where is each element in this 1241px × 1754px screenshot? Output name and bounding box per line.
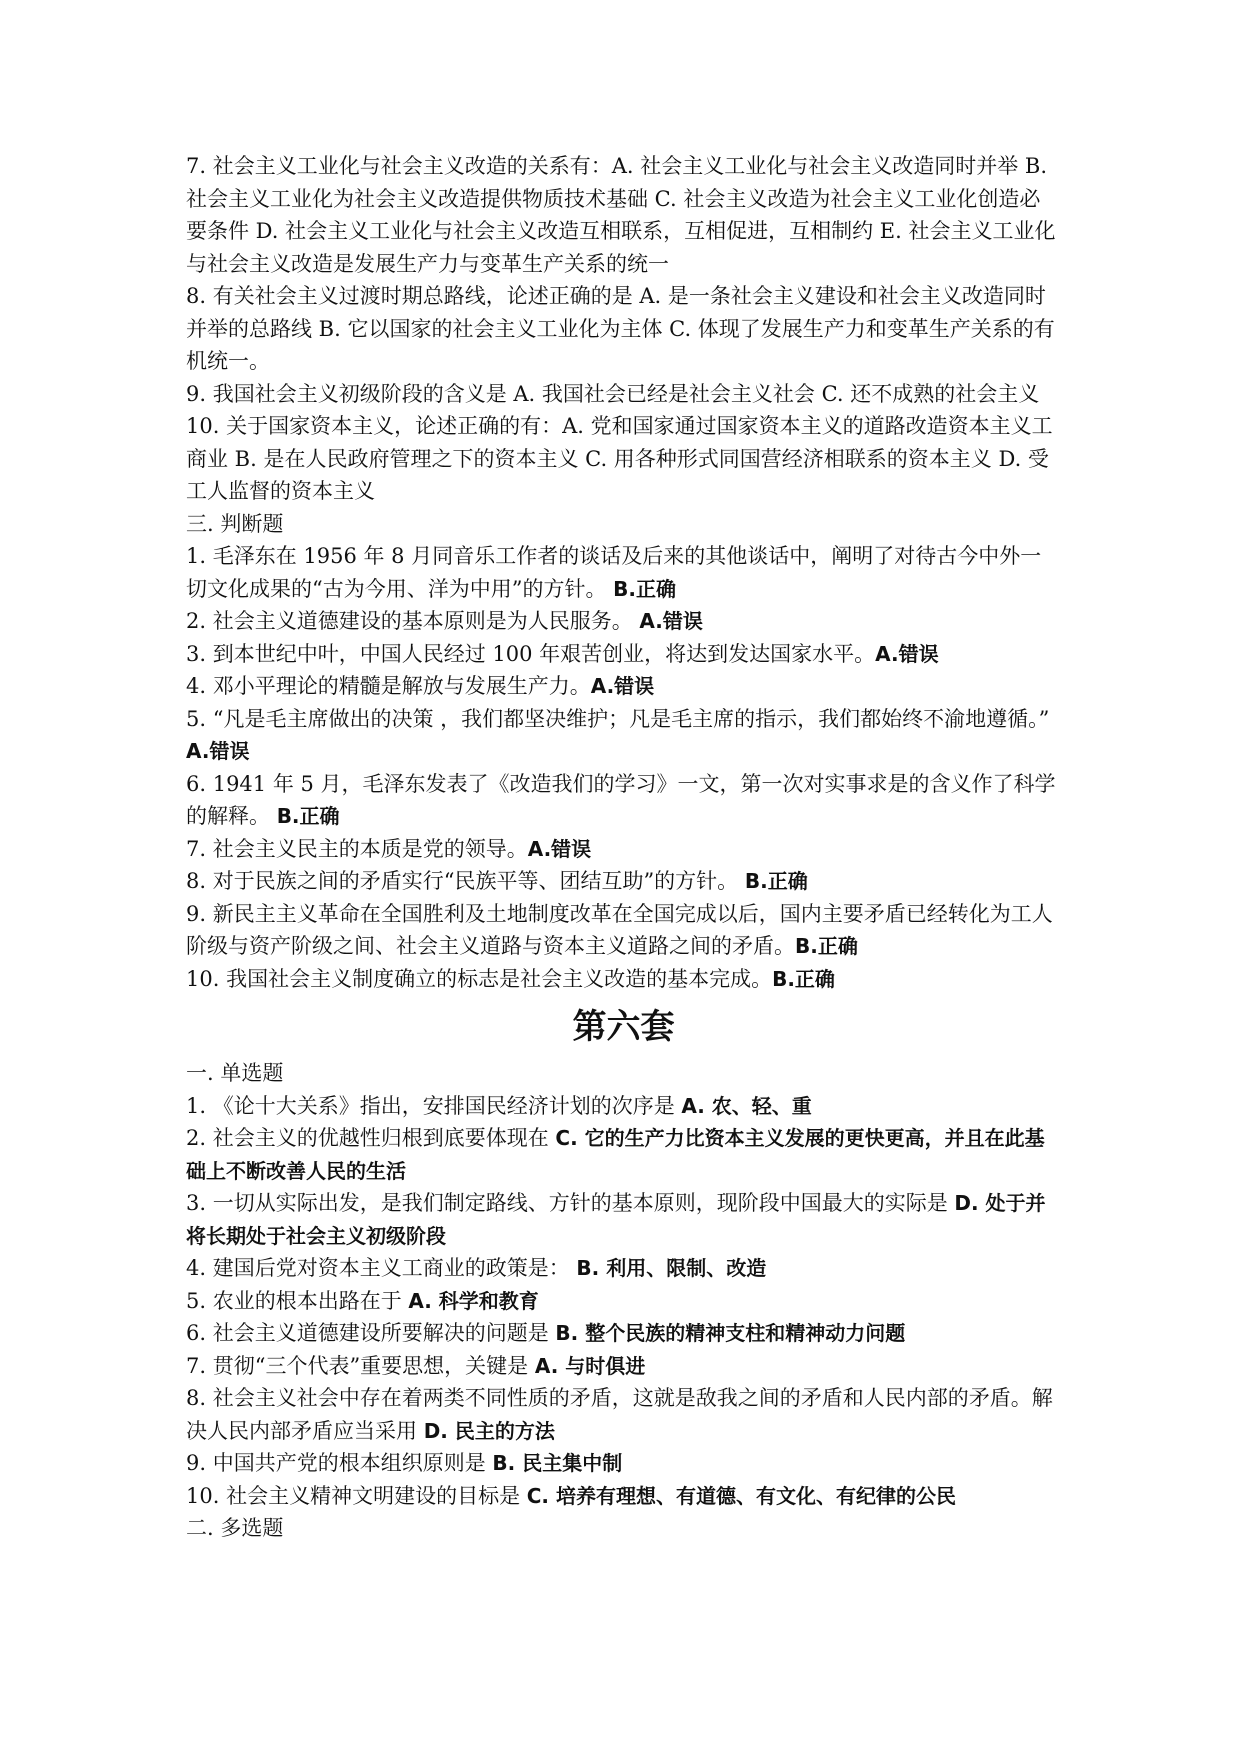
question-text: 3. 一切从实际出发，是我们制定路线、方针的基本原则，现阶段中国最大的实际是: [186, 1191, 955, 1215]
question-text: 6. 1941 年 5 月，毛泽东发表了《改造我们的学习》一文，第一次对实事求是的含义作了科学的解释。: [186, 771, 1056, 828]
section-heading-multi-choice: 二. 多选题: [186, 1516, 284, 1540]
question-text: 5. 农业的根本出路在于: [186, 1288, 409, 1313]
single-choice-item-4: [186, 1252, 1061, 1285]
section-heading-judgement: 三. 判断题: [186, 511, 284, 536]
multi-choice-item-10: 10. 关于国家资本主义，论述正确的有：A. 党和国家通过国家资本主义的道路改造资本主义工商业 B. 是在人民政府管理之下的资本主义 C. 用各种形式同国营经济相联系的资本主义 D. 受工人监督的资本主义: [186, 414, 1053, 503]
answer-text: B.正确: [744, 869, 808, 893]
question-text: 5. “凡是毛主席做出的决策 ，我们都坚决维护；凡是毛主席的指示，我们都始终不渝地遵循。”: [186, 706, 1050, 731]
answer-text: A. 科学和教育: [408, 1288, 539, 1313]
question-text: 7. 社会主义民主的本质是党的领导。: [186, 836, 528, 861]
question-text: 4. 建国后党对资本主义工商业的政策是：: [186, 1256, 577, 1280]
single-choice-item-1: [186, 1090, 1061, 1123]
answer-text: A.错误: [527, 836, 592, 861]
multi-choice-item-7: 7. 社会主义工业化与社会主义改造的关系有：A. 社会主义工业化与社会主义改造同时并举 B. 社会主义工业化为社会主义改造提供物质技术基础 C. 社会主义改造为社会主义工业化创造必要条件 D. 社会主义工业化与社会主义改造互相联系，互相促进，互相制约 E. 社会主义工业化与社会主义改造是发展生产力与变革生产关系的统一: [186, 154, 1056, 276]
question-text: 9. 新民主主义革命在全国胜利及土地制度改革在全国完成以后，国内主要矛盾已经转化为工人阶级与资产阶级之间、社会主义道路与资本主义道路之间的矛盾。: [186, 901, 1053, 958]
question-text: 8. 社会主义社会中存在着两类不同性质的矛盾，这就是敌我之间的矛盾和人民内部的矛盾。解决人民内部矛盾应当采用: [186, 1386, 1053, 1443]
answer-text: C. 培养有理想、有道德、有文化、有纪律的公民: [526, 1483, 956, 1508]
judgement-item-4: [186, 670, 1061, 703]
question-text: 4. 邓小平理论的精髓是解放与发展生产力。: [186, 674, 591, 698]
question-text: 9. 中国共产党的根本组织原则是: [186, 1451, 493, 1475]
answer-text: B.正确: [772, 966, 835, 991]
judgement-item-5: [186, 703, 1061, 768]
answer-text: B. 整个民族的精神支柱和精神动力问题: [555, 1321, 906, 1345]
question-text: 1. 毛泽东在 1956 年 8 月同音乐工作者的谈话及后来的其他谈话中，阐明了对待古今中外一切文化成果的“古为今用、洋为中用”的方针。: [186, 544, 1042, 601]
answer-text: C. 它的生产力比资本主义发展的更快更高，并且在此基础上不断改善人民的生活: [186, 1126, 1045, 1183]
section-heading-single-choice: 一. 单选题: [186, 1061, 284, 1085]
single-choice-item-3: [186, 1187, 1061, 1252]
judgement-item-8: [186, 865, 1061, 898]
question-text: 6. 社会主义道德建设所要解决的问题是: [186, 1321, 556, 1345]
answer-text: A.错误: [875, 641, 939, 666]
single-choice-item-7: [186, 1350, 1061, 1383]
single-choice-item-10: [186, 1480, 1061, 1513]
question-text: 10. 我国社会主义制度确立的标志是社会主义改造的基本完成。: [186, 966, 773, 991]
multi-choice-item-8: 8. 有关社会主义过渡时期总路线，论述正确的是 A. 是一条社会主义建设和社会主义改造同时并举的总路线 B. 它以国家的社会主义工业化为主体 C. 体现了发展生产力和变革生产关系的有机统一。: [186, 284, 1055, 373]
answer-text: D. 民主的方法: [423, 1418, 555, 1443]
judgement-item-7: [186, 833, 1061, 866]
judgement-item-1: [186, 540, 1061, 605]
answer-text: A.错误: [186, 739, 250, 763]
answer-text: A. 农、轻、重: [681, 1093, 812, 1118]
single-choice-item-8: [186, 1382, 1061, 1447]
single-choice-item-9: [186, 1447, 1061, 1480]
judgement-item-6: [186, 768, 1061, 833]
question-text: 3. 到本世纪中叶，中国人民经过 100 年艰苦创业，将达到发达国家水平。: [186, 641, 876, 666]
question-text: 2. 社会主义道德建设的基本原则是为人民服务。: [186, 609, 640, 633]
answer-text: B.正确: [276, 804, 340, 828]
judgement-item-10: [186, 963, 1061, 996]
answer-text: D. 处于并将长期处于社会主义初级阶段: [186, 1191, 1046, 1248]
single-choice-item-2: [186, 1122, 1061, 1187]
answer-text: B.正确: [795, 934, 858, 958]
question-text: 7. 贯彻“三个代表”重要思想，关键是: [186, 1353, 535, 1378]
judgement-item-9: [186, 898, 1061, 963]
judgement-item-2: [186, 605, 1061, 638]
question-text: 8. 对于民族之间的矛盾实行“民族平等、团结互助”的方针。: [186, 869, 745, 893]
answer-text: A. 与时俱进: [534, 1353, 646, 1378]
set-title: 第六套: [572, 1007, 675, 1047]
answer-text: B. 民主集中制: [492, 1451, 623, 1475]
answer-text: A.错误: [590, 674, 655, 698]
judgement-item-3: [186, 638, 1061, 671]
answer-text: B. 利用、限制、改造: [576, 1256, 767, 1280]
answer-text: A.错误: [639, 609, 703, 633]
multi-choice-item-9: 9. 我国社会主义初级阶段的含义是 A. 我国社会已经是社会主义社会 C. 还不成熟的社会主义: [186, 381, 1040, 406]
question-text: 2. 社会主义的优越性归根到底要体现在: [186, 1126, 556, 1150]
question-text: 1. 《论十大关系》指出，安排国民经济计划的次序是: [186, 1093, 682, 1118]
single-choice-item-6: [186, 1317, 1061, 1350]
single-choice-item-5: [186, 1285, 1061, 1318]
answer-text: B.正确: [613, 576, 676, 601]
question-text: 10. 社会主义精神文明建设的目标是: [186, 1483, 527, 1508]
